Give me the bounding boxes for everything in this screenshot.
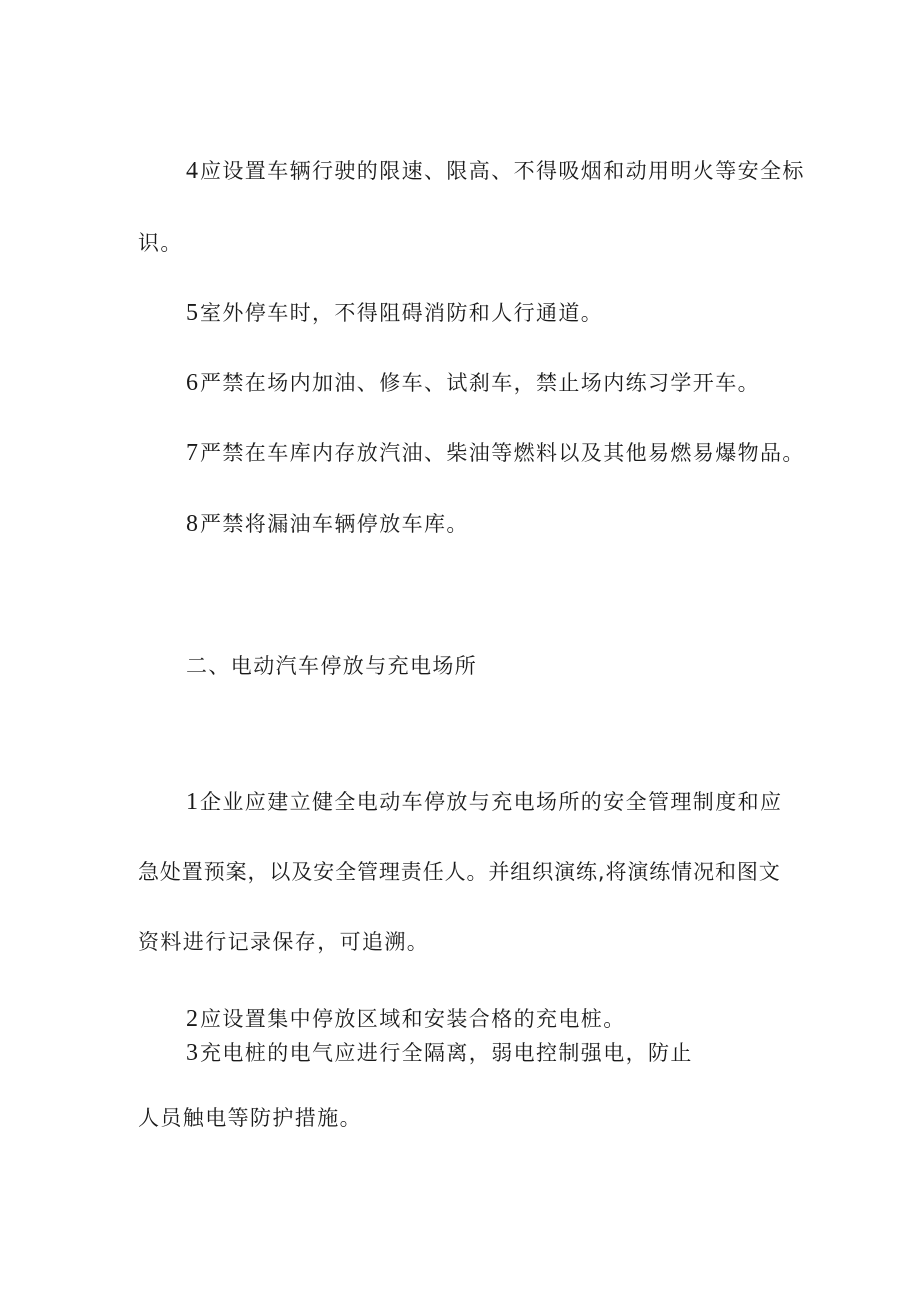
item-number: 4	[186, 158, 198, 184]
item-3-line-1	[186, 1039, 693, 1067]
item-text: 严禁在场内加油、修车、试刹车，禁止场内练习学开车。	[200, 371, 760, 395]
item-number: 3	[186, 1040, 198, 1066]
item-text: 室外停车时，不得阻碍消防和人行通道。	[200, 301, 604, 325]
item-number: 8	[186, 511, 198, 537]
item-text: 严禁在车库内存放汽油、柴油等燃料以及其他易燃易爆物品。	[200, 441, 805, 465]
item-number: 2	[186, 1006, 198, 1032]
item-text: 应设置集中停放区域和安装合格的充电桩。	[200, 1007, 626, 1031]
item-text: 充电桩的电气应进行全隔离，弱电控制强电，防止	[200, 1041, 693, 1065]
item-7	[186, 439, 805, 467]
section-heading: 二、电动汽车停放与充电场所	[186, 654, 478, 678]
item-text: 人员触电等防护措施。	[138, 1106, 362, 1130]
item-text: 资料进行记录保存，可追溯。	[138, 930, 430, 954]
item-4-line-1	[186, 157, 805, 185]
item-number: 6	[186, 370, 198, 396]
item-number: 1	[186, 789, 198, 815]
item-1-line-3	[138, 928, 429, 956]
item-text: 应设置车辆行驶的限速、限高、不得吸烟和动用明火等安全标	[200, 159, 805, 183]
item-2	[186, 1005, 626, 1033]
item-number: 5	[186, 300, 198, 326]
item-5	[186, 299, 603, 327]
item-number: 7	[186, 440, 198, 466]
item-text: 严禁将漏油车辆停放车库。	[200, 512, 469, 536]
item-1-line-1	[186, 788, 782, 816]
item-text: 识。	[138, 231, 183, 255]
item-text: 急处置预案，以及安全管理责任人。并组织演练,将演练情况和图文	[138, 860, 781, 884]
item-8	[186, 510, 469, 538]
item-4-line-2	[138, 229, 183, 257]
item-text: 企业应建立健全电动车停放与充电场所的安全管理制度和应	[200, 790, 783, 814]
item-3-line-2	[138, 1104, 362, 1132]
item-6	[186, 369, 760, 397]
item-1-line-2	[138, 858, 781, 886]
